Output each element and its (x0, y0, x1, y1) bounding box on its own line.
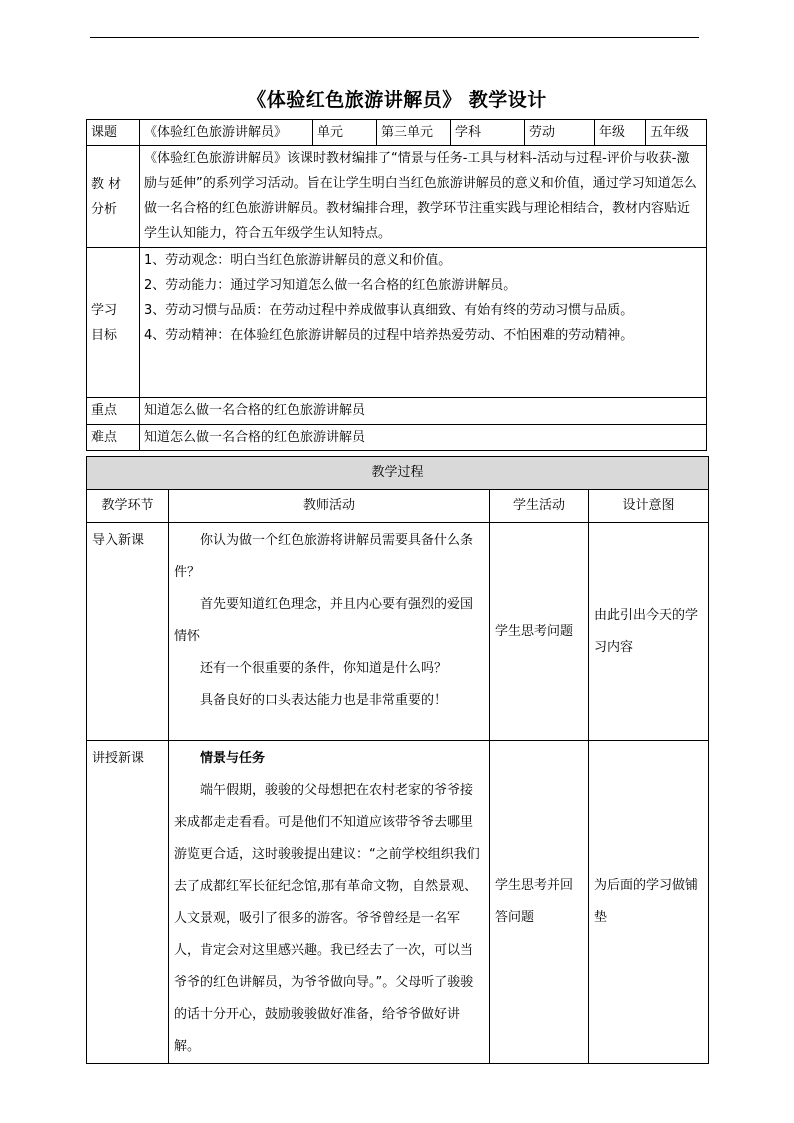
header-student: 学生活动 (490, 490, 589, 523)
teacher-paragraph: 端午假期，骏骏的父母想把在农村老家的爷爷接来成都走走看看。可是他们不知道应该带爷爷去哪里游览更合适，这时骏骏提出建议：“之前学校组织我们去了成都红军长征纪念馆,那有革命文物，自然景观、人文景观，吸引了很多的游客。爷爷曾经是一名军人，肯定会对这里感兴趣。我已经去了一次，可以当爷爷的红色讲解员，为爷爷做向导。”。父母听了骏骏的话十分开心，鼓励骏骏做好准备，给爷爷做好讲解。 (174, 783, 480, 1054)
grade-value: 五年级 (646, 120, 707, 146)
analysis-label-line-1: 教 材 (91, 176, 122, 192)
stage-intro: 导入新课 (87, 523, 169, 741)
header-intent: 设计意图 (589, 490, 709, 523)
teacher-paragraph: 还有一个很重要的条件，你知道是什么吗？ (200, 661, 448, 676)
process-table (86, 456, 709, 1064)
analysis-label-line-2: 分析 (91, 201, 118, 217)
student-new-lesson: 学生思考并回答问题 (490, 741, 589, 1064)
goals-list (140, 248, 707, 398)
goals-label (87, 248, 140, 398)
teacher-intro (169, 523, 490, 741)
goals-label-line-2: 目标 (91, 327, 118, 343)
header-stage: 教学环节 (87, 490, 169, 523)
stage-new-lesson: 讲授新课 (87, 741, 169, 1064)
grade-label: 年级 (595, 120, 646, 146)
goal-item: 1、劳动观念：明白当红色旅游讲解员的意义和价值。 (144, 253, 452, 268)
intent-intro: 由此引出今天的学习内容 (589, 523, 709, 741)
difficulty-label: 难点 (87, 425, 140, 451)
teacher-paragraph: 首先要知道红色理念，并且内心要有强烈的爱国情怀 (174, 597, 474, 644)
unit-value: 第三单元 (377, 120, 451, 146)
intent-new-lesson: 为后面的学习做铺垫 (589, 741, 709, 1064)
student-intro: 学生思考问题 (490, 523, 589, 741)
key-point-text: 知道怎么做一名合格的红色旅游讲解员 (140, 398, 707, 425)
difficulty-text: 知道怎么做一名合格的红色旅游讲解员 (140, 425, 707, 451)
teacher-new-lesson (169, 741, 490, 1064)
unit-label: 单元 (313, 120, 377, 146)
goal-item: 4、劳动精神：在体验红色旅游讲解员的过程中培养热爱劳动、不怕困难的劳动精神。 (144, 328, 634, 343)
goal-item: 3、劳动习惯与品质：在劳动过程中养成做事认真细致、有始有终的劳动习惯与品质。 (144, 303, 634, 318)
analysis-text: 《体验红色旅游讲解员》该课时教材编排了“情景与任务-工具与材料-活动与过程-评价与收获-激励与延伸”的系列学习活动。旨在让学生明白当红色旅游讲解员的意义和价值，通过学习知道怎么做一名合格的红色旅游讲解员。教材编排合理，教学环节注重实践与理论相结合，教材内容贴近学生认知能力，符合五年级学生认知特点。 (140, 146, 707, 248)
header-teacher: 教师活动 (169, 490, 490, 523)
subject-label: 学科 (451, 120, 525, 146)
page-title: 《体验红色旅游讲解员》 教学设计 (247, 89, 547, 111)
process-band-title: 教学过程 (87, 457, 709, 490)
key-point-label: 重点 (87, 398, 140, 425)
header-rule (90, 37, 699, 38)
teacher-paragraph: 你认为做一个红色旅游将讲解员需要具备什么条件？ (174, 533, 474, 580)
goals-label-line-1: 学习 (91, 302, 118, 318)
teacher-heading: 情景与任务 (200, 751, 266, 766)
analysis-label (87, 146, 140, 248)
info-table (86, 119, 707, 451)
subject-value: 劳动 (525, 120, 595, 146)
teacher-paragraph: 具备良好的口头表达能力也是非常重要的！ (200, 693, 448, 708)
goal-item: 2、劳动能力：通过学习知道怎么做一名合格的红色旅游讲解员。 (144, 278, 517, 293)
course-label: 课题 (87, 120, 140, 146)
course-value: 《体验红色旅游讲解员》 (140, 120, 313, 146)
